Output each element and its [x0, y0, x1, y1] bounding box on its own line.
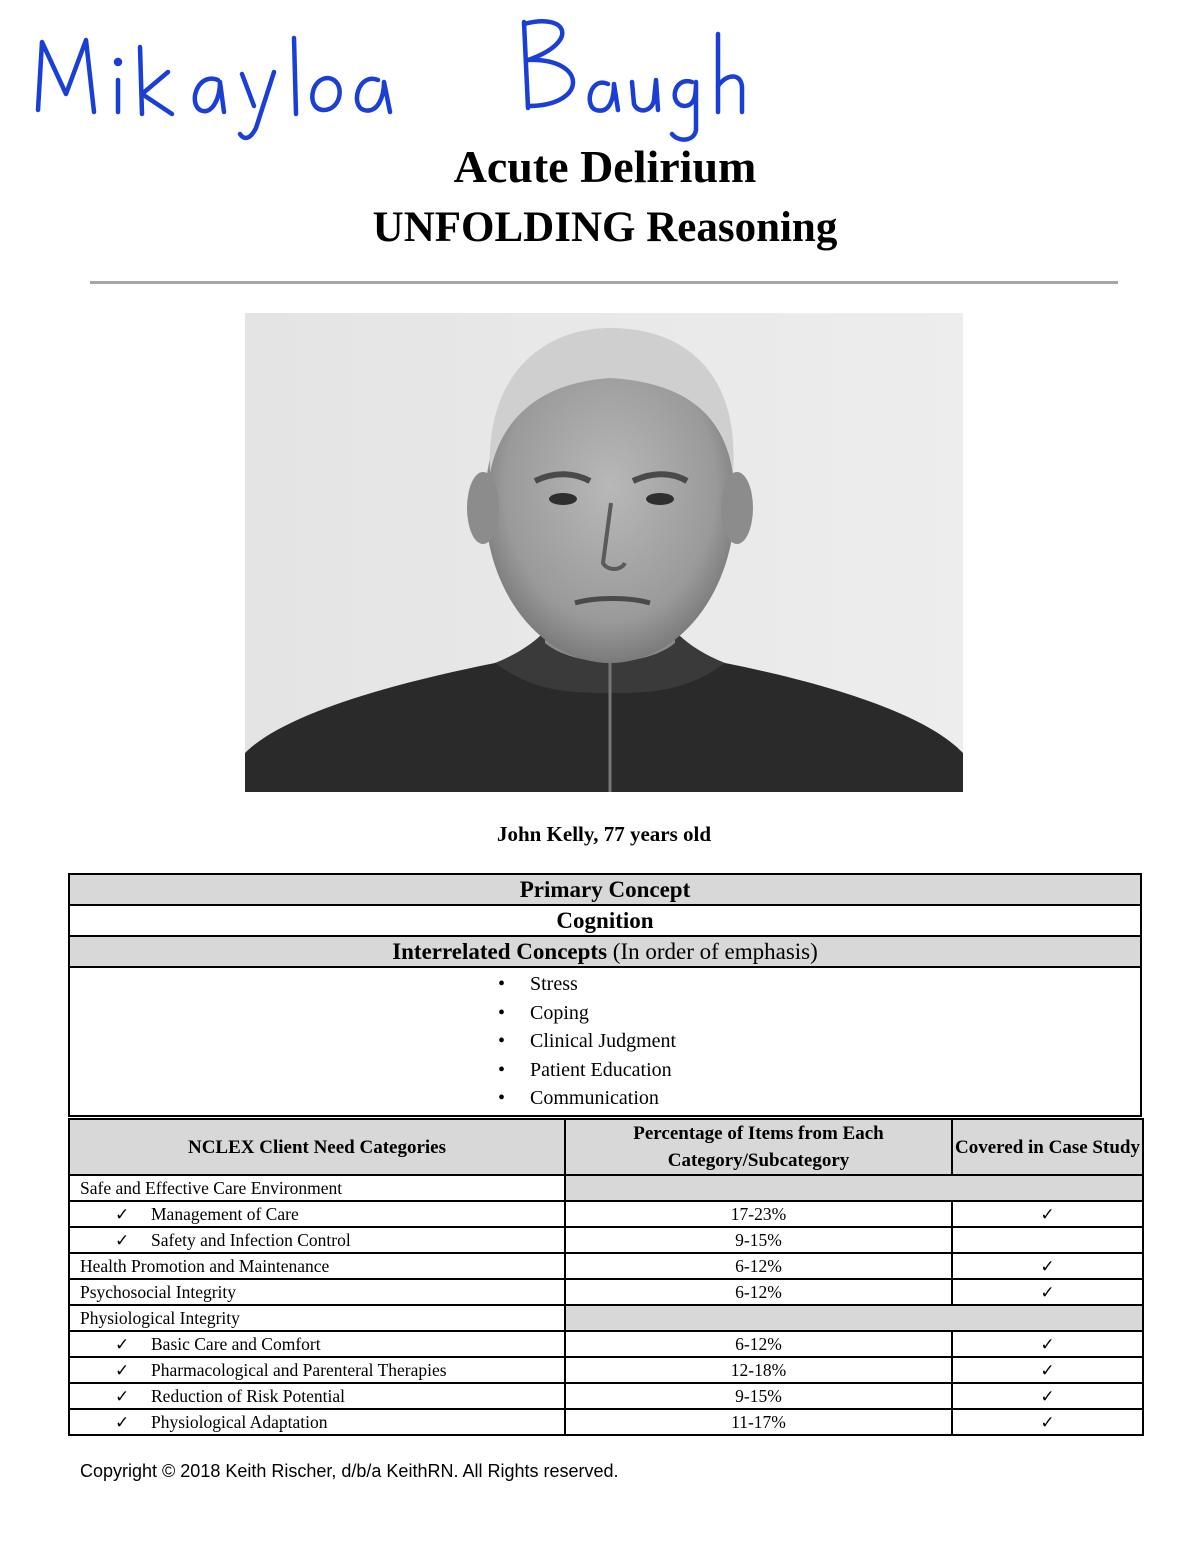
nclex-category-label: Safety and Infection Control: [151, 1229, 351, 1250]
nclex-category-label: Basic Care and Comfort: [151, 1333, 321, 1354]
interrelated-concept-item: [498, 999, 1140, 1028]
nclex-category-cell: [69, 1279, 565, 1305]
copyright-notice: Copyright © 2018 Keith Rischer, d/b/a KeithRN. All Rights reserved.: [80, 1461, 619, 1481]
nclex-category-cell: [69, 1357, 565, 1383]
nclex-percentage-cell: 6-12%: [565, 1253, 952, 1279]
nclex-category-cell: [69, 1175, 565, 1201]
nclex-row: [69, 1253, 1143, 1279]
concepts-table: [68, 873, 1142, 1117]
checkmark-icon: ✓: [115, 1230, 130, 1251]
interrelated-label: Interrelated Concepts: [392, 938, 608, 964]
photo-caption: John Kelly, 77 years old: [496, 822, 712, 846]
handwritten-signature: [28, 2, 748, 152]
interrelated-concept-text: Coping: [530, 1001, 589, 1024]
interrelated-concept-text: Patient Education: [530, 1058, 672, 1081]
interrelated-concept-item: [498, 1084, 1140, 1113]
nclex-category-label: Safe and Effective Care Environment: [80, 1178, 343, 1198]
interrelated-list-cell: [69, 967, 1141, 1116]
nclex-category-label: Health Promotion and Maintenance: [80, 1256, 330, 1276]
nclex-covered-cell: [952, 1331, 1143, 1357]
nclex-row: [69, 1305, 1143, 1331]
checkmark-icon: ✓: [115, 1412, 130, 1433]
patient-photo: [245, 313, 963, 792]
nclex-header-covered: Covered in Case Study: [952, 1119, 1143, 1175]
nclex-row: [69, 1383, 1143, 1409]
nclex-category-cell: [69, 1331, 565, 1357]
interrelated-header: [69, 936, 1141, 967]
checkmark-icon: ✓: [1040, 1282, 1055, 1303]
interrelated-list-row: [69, 967, 1141, 1116]
nclex-category-label: Physiological Integrity: [80, 1308, 240, 1328]
checkmark-icon: ✓: [115, 1360, 130, 1381]
checkmark-icon: ✓: [115, 1386, 130, 1407]
checkmark-icon: ✓: [115, 1204, 130, 1225]
interrelated-concept-item: [498, 1027, 1140, 1056]
nclex-table: [68, 1118, 1144, 1436]
primary-concept-value-row: [69, 905, 1141, 936]
nclex-category-label: Management of Care: [151, 1203, 299, 1224]
nclex-category-label: Reduction of Risk Potential: [151, 1385, 345, 1406]
nclex-row: [69, 1409, 1143, 1435]
checkmark-icon: ✓: [1040, 1360, 1055, 1381]
interrelated-concepts-list: [70, 970, 1140, 1113]
nclex-header-category: NCLEX Client Need Categories: [69, 1119, 565, 1175]
nclex-percentage-cell: 17-23%: [565, 1201, 952, 1227]
nclex-row: [69, 1227, 1143, 1253]
nclex-row: [69, 1331, 1143, 1357]
primary-concept-value: Cognition: [69, 905, 1141, 936]
nclex-row: [69, 1201, 1143, 1227]
primary-concept-header-row: [69, 874, 1141, 905]
page-subtitle: UNFOLDING Reasoning: [372, 204, 838, 251]
nclex-covered-cell: [952, 1357, 1143, 1383]
nclex-covered-cell: [952, 1383, 1143, 1409]
checkmark-icon: ✓: [1040, 1204, 1055, 1225]
checkmark-icon: ✓: [115, 1334, 130, 1355]
checkmark-icon: ✓: [1040, 1412, 1055, 1433]
nclex-shaded-cell: [565, 1305, 1143, 1331]
nclex-covered-cell: [952, 1279, 1143, 1305]
interrelated-header-row: [69, 936, 1141, 967]
interrelated-concept-text: Stress: [530, 973, 578, 995]
nclex-row: [69, 1357, 1143, 1383]
interrelated-concept-text: Clinical Judgment: [530, 1030, 677, 1052]
nclex-percentage-cell: 6-12%: [565, 1279, 952, 1305]
nclex-covered-cell: [952, 1227, 1143, 1253]
nclex-percentage-cell: 12-18%: [565, 1357, 952, 1383]
bullet-icon: •: [498, 1001, 506, 1024]
nclex-category-label: Physiological Adaptation: [151, 1411, 328, 1432]
interrelated-note: (In order of emphasis): [612, 938, 818, 964]
interrelated-concept-text: Communication: [530, 1087, 659, 1109]
nclex-percentage-cell: 9-15%: [565, 1227, 952, 1253]
page-title: Acute Delirium: [453, 141, 757, 192]
nclex-category-label: Pharmacological and Parenteral Therapies: [151, 1359, 447, 1380]
interrelated-concept-item: [498, 970, 1140, 999]
checkmark-icon: ✓: [1040, 1256, 1055, 1277]
nclex-category-cell: [69, 1253, 565, 1279]
nclex-header-row: [69, 1119, 1143, 1175]
checkmark-icon: ✓: [1040, 1386, 1055, 1407]
nclex-category-cell: [69, 1409, 565, 1435]
primary-concept-label: Primary Concept: [69, 874, 1141, 905]
interrelated-concept-item: [498, 1056, 1140, 1085]
nclex-covered-cell: [952, 1409, 1143, 1435]
bullet-icon: •: [498, 1058, 506, 1081]
nclex-covered-cell: [952, 1201, 1143, 1227]
nclex-percentage-cell: 9-15%: [565, 1383, 952, 1409]
nclex-shaded-cell: [565, 1175, 1143, 1201]
nclex-category-cell: [69, 1305, 565, 1331]
title-divider: [90, 281, 1118, 284]
nclex-category-cell: [69, 1227, 565, 1253]
nclex-percentage-cell: 11-17%: [565, 1409, 952, 1435]
nclex-row: [69, 1175, 1143, 1201]
nclex-table-body: [69, 1175, 1143, 1435]
nclex-percentage-cell: 6-12%: [565, 1331, 952, 1357]
nclex-row: [69, 1279, 1143, 1305]
checkmark-icon: ✓: [1040, 1334, 1055, 1355]
nclex-category-label: Psychosocial Integrity: [80, 1282, 237, 1302]
bullet-icon: •: [498, 1030, 506, 1052]
nclex-header-percentage: Percentage of Items from Each Category/Subcategory: [565, 1119, 952, 1175]
nclex-category-cell: [69, 1383, 565, 1409]
nclex-category-cell: [69, 1201, 565, 1227]
bullet-icon: •: [498, 1087, 506, 1109]
bullet-icon: •: [498, 973, 506, 995]
nclex-covered-cell: [952, 1253, 1143, 1279]
